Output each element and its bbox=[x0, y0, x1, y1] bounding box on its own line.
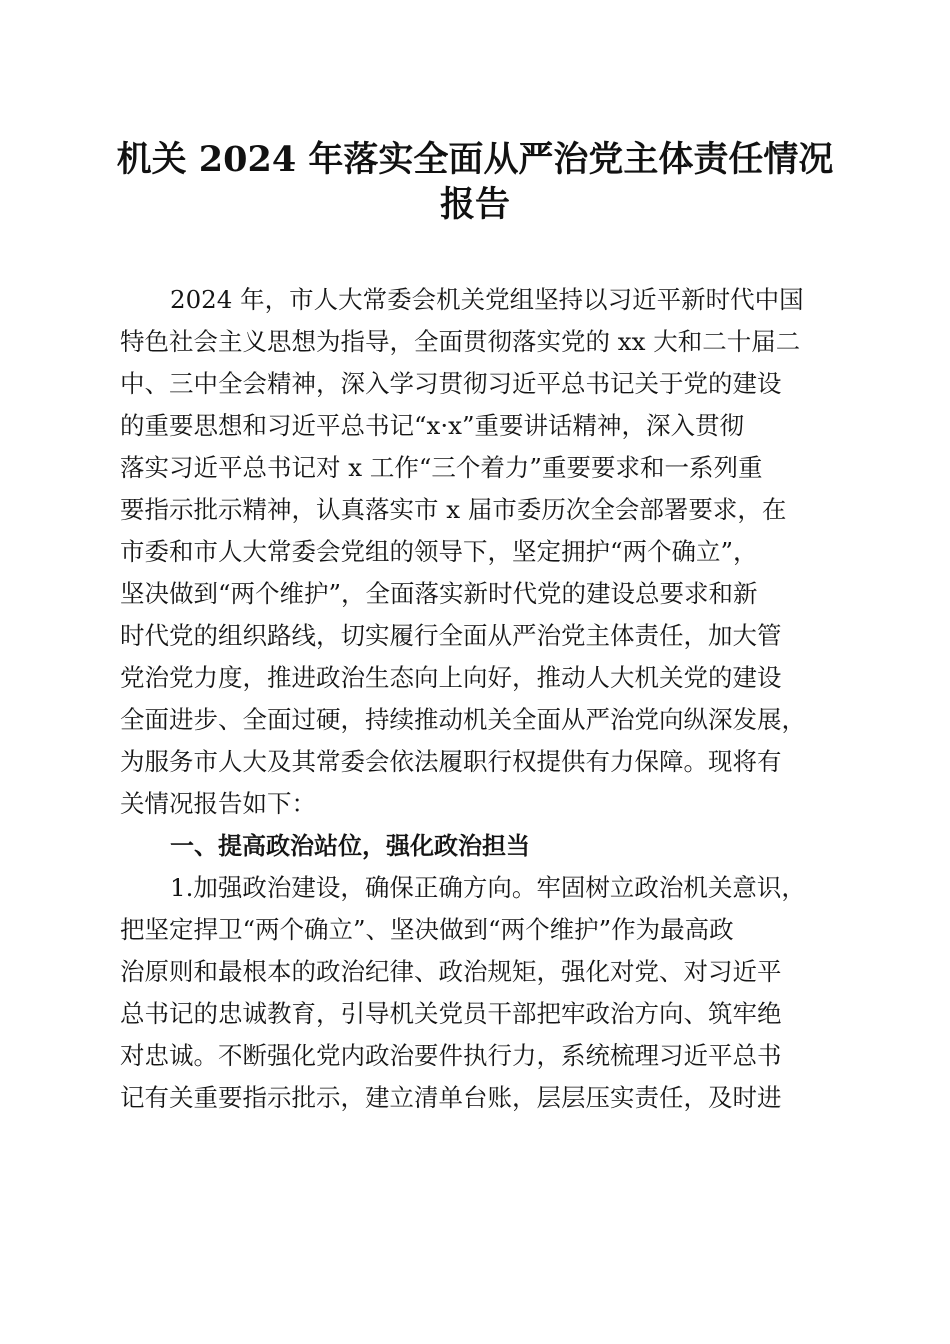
paragraph-line: 特色社会主义思想为指导，全面贯彻落实党的 xx 大和二十届二 bbox=[120, 327, 801, 356]
paragraph-line: 治原则和最根本的政治纪律、政治规矩，强化对党、对习近平 bbox=[120, 957, 782, 986]
paragraph-line: 市委和市人大常委会党组的领导下，坚定拥护“两个确立”， bbox=[120, 537, 758, 566]
paragraph-line: 关情况报告如下： bbox=[120, 789, 316, 818]
paragraph-line: 总书记的忠诚教育，引导机关党员干部把牢政治方向、筑牢绝 bbox=[120, 999, 782, 1028]
paragraph-line: 1.加强政治建设，确保正确方向。牢固树立政治机关意识， bbox=[170, 873, 806, 902]
paragraph-line: 把坚定捍卫“两个确立”、坚决做到“两个维护”作为最高政 bbox=[120, 915, 734, 944]
paragraph-line: 落实习近平总书记对 x 工作“三个着力”重要要求和一系列重 bbox=[120, 453, 763, 482]
document-title-line-1: 机关 2024 年落实全面从严治党主体责任情况 bbox=[116, 139, 834, 180]
section-heading: 一、提高政治站位，强化政治担当 bbox=[170, 832, 530, 860]
document-title-line-2: 报告 bbox=[439, 184, 510, 225]
paragraph-line: 中、三中全会精神，深入学习贯彻习近平总书记关于党的建设 bbox=[120, 369, 782, 398]
paragraph-line: 对忠诚。不断强化党内政治要件执行力，系统梳理习近平总书 bbox=[120, 1041, 782, 1070]
paragraph-line: 党治党力度，推进政治生态向上向好，推动人大机关党的建设 bbox=[120, 663, 782, 692]
paragraph-line: 时代党的组织路线，切实履行全面从严治党主体责任，加大管 bbox=[120, 621, 782, 650]
paragraph-line: 的重要思想和习近平总书记“x·x”重要讲话精神，深入贯彻 bbox=[120, 411, 744, 440]
paragraph-line: 全面进步、全面过硬，持续推动机关全面从严治党向纵深发展， bbox=[120, 705, 806, 734]
paragraph-line: 2024 年，市人大常委会机关党组坚持以习近平新时代中国 bbox=[170, 285, 804, 314]
paragraph-line: 坚决做到“两个维护”，全面落实新时代党的建设总要求和新 bbox=[120, 579, 758, 608]
paragraph-line: 要指示批示精神，认真落实市 x 届市委历次全会部署要求，在 bbox=[120, 495, 787, 524]
paragraph-line: 为服务市人大及其常委会依法履职行权提供有力保障。现将有 bbox=[120, 747, 782, 776]
paragraph-line: 记有关重要指示批示，建立清单台账，层层压实责任，及时进 bbox=[120, 1083, 782, 1112]
